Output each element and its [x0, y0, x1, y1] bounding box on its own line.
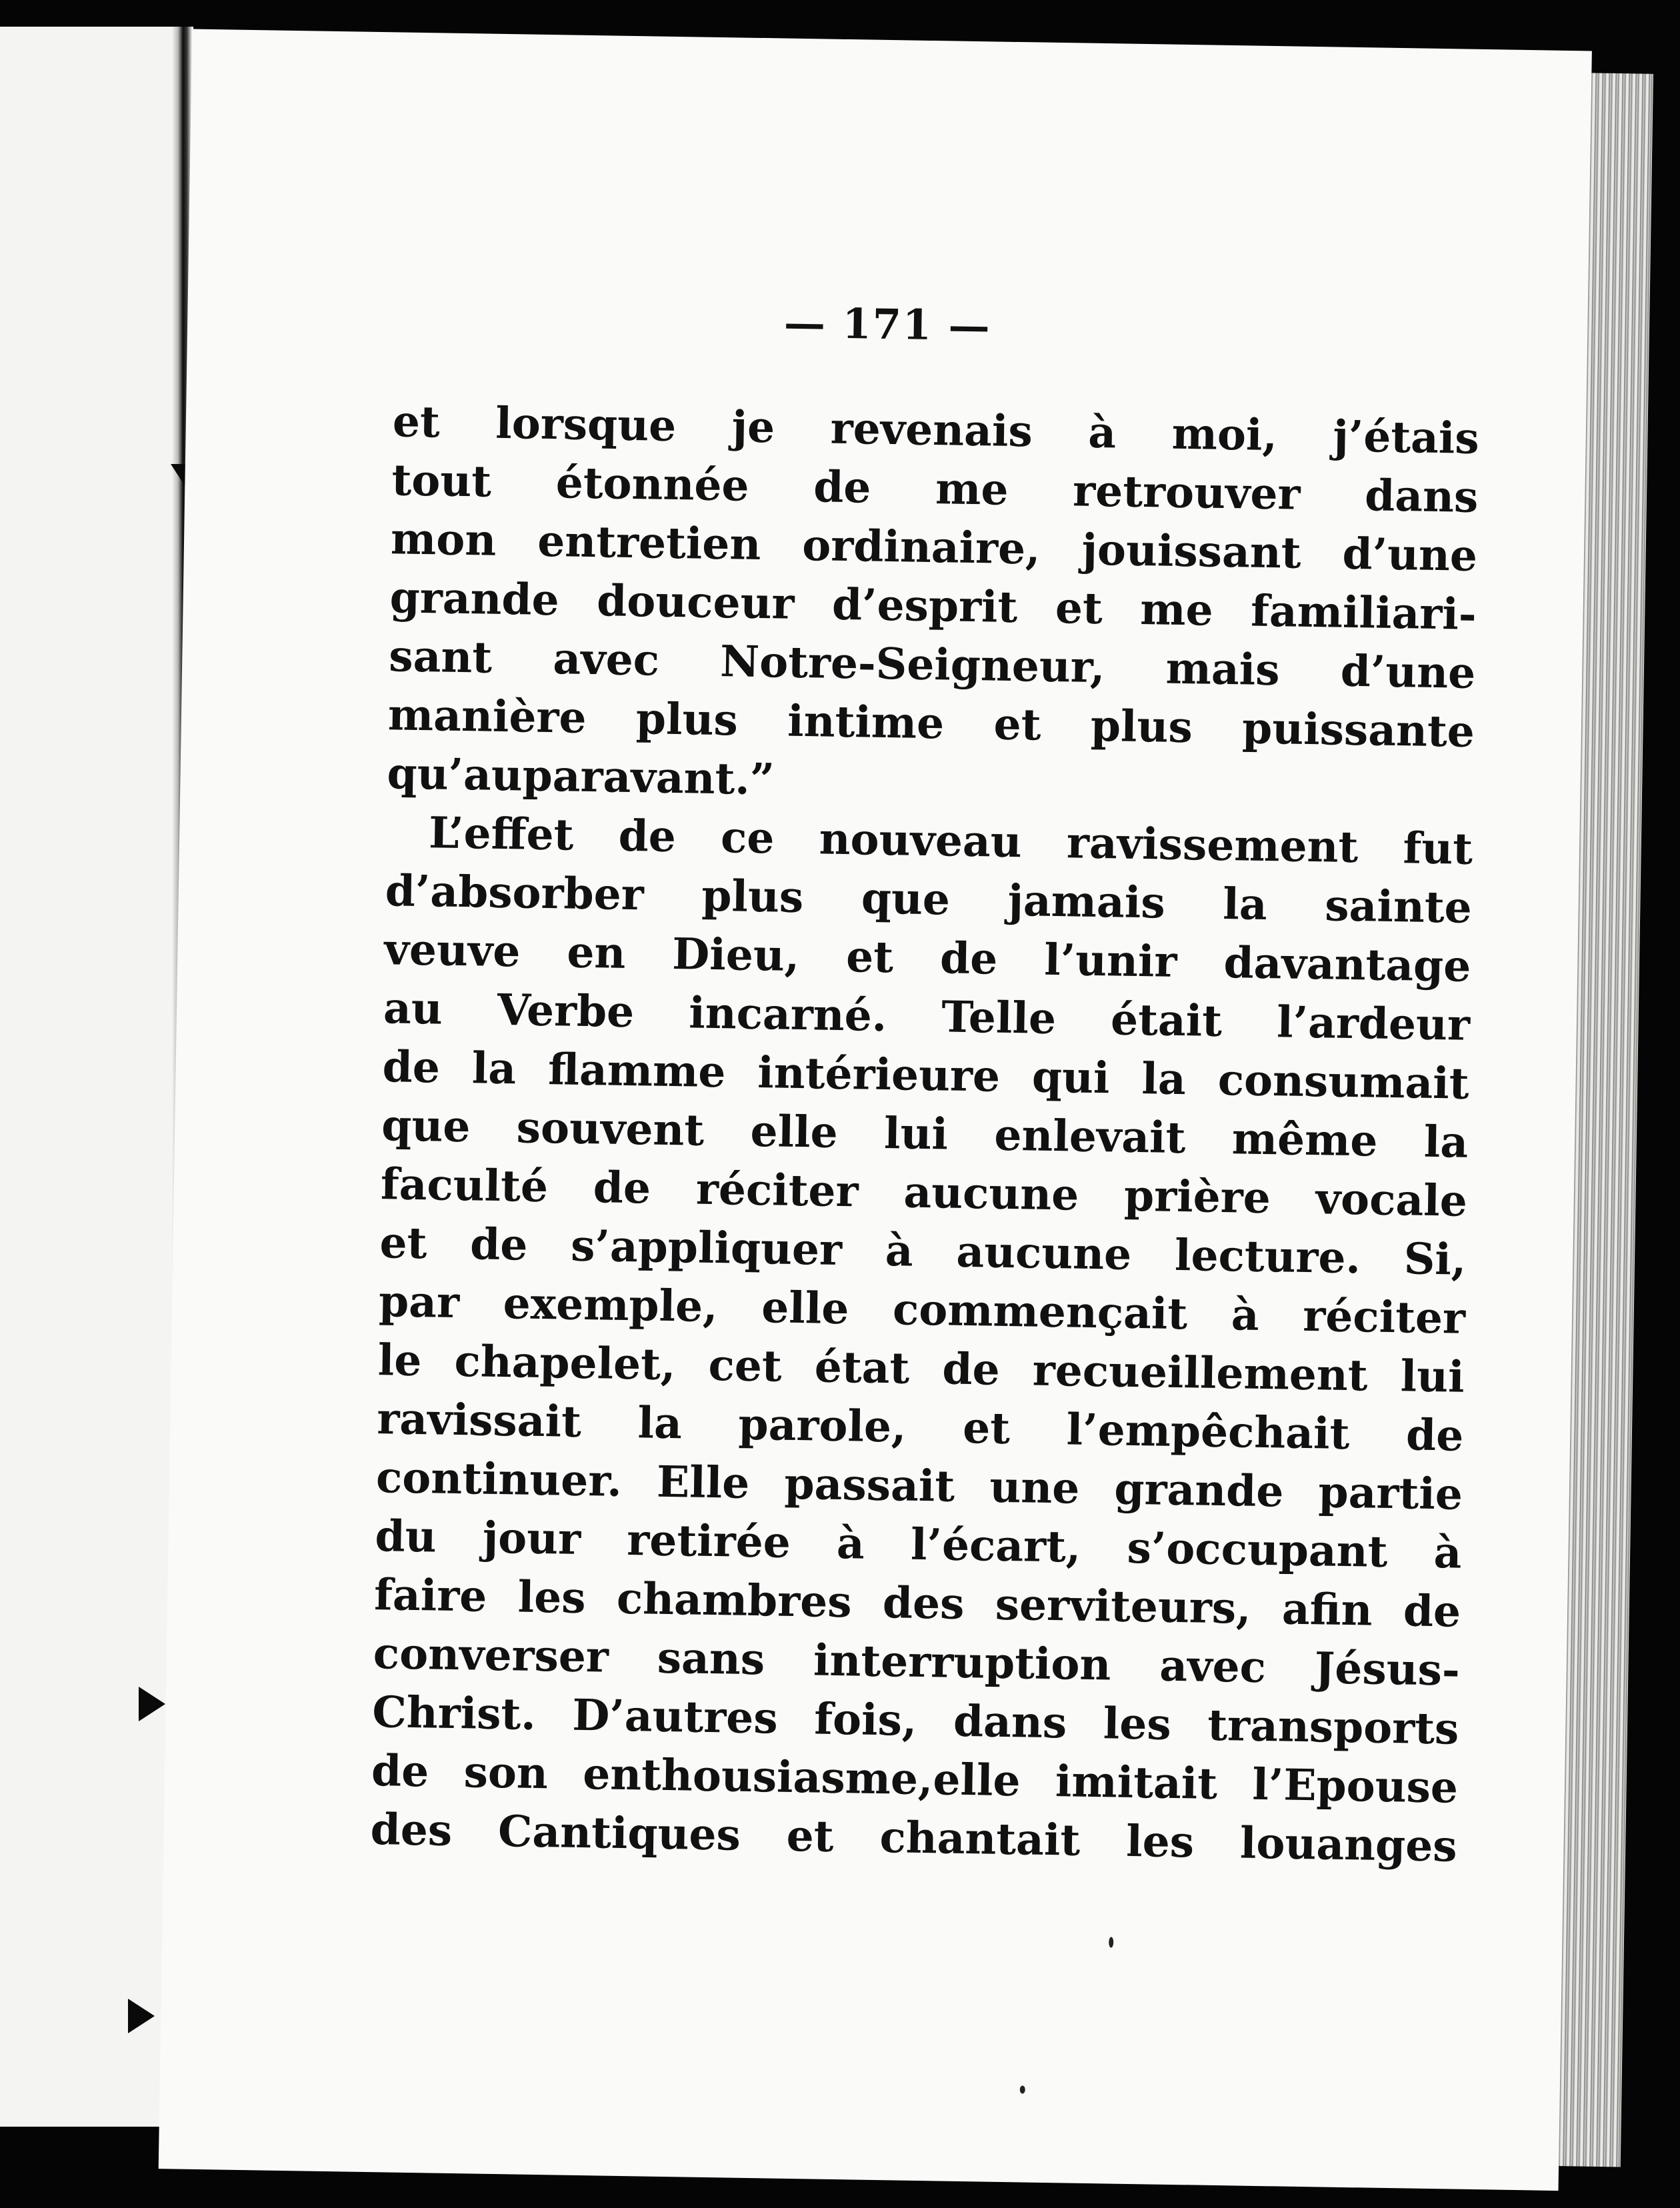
- ink-speck: [1020, 2085, 1025, 2093]
- text-line: au Verbe incarné. Telle était l’ardeur: [383, 983, 1471, 1051]
- text-line: le chapelet, cet état de recueillement lui: [377, 1335, 1465, 1403]
- book-page: [159, 29, 1592, 2191]
- text-line: sant avec Notre-Seigneur, mais d’une: [388, 631, 1476, 699]
- text-line: et lorsque je revenais à moi, j’étais: [392, 396, 1480, 464]
- text-line: grande douceur d’esprit et me familiari-: [389, 572, 1477, 640]
- text-line: que souvent elle lui enlevait même la: [381, 1100, 1469, 1168]
- text-line: et de s’appliquer à aucune lecture. Si,: [379, 1217, 1467, 1285]
- gutter-mark-middle: [139, 1687, 165, 1721]
- text-line: tout étonnée de me retrouver dans: [391, 455, 1479, 523]
- text-line: des Cantiques et chantait les louanges: [370, 1804, 1458, 1872]
- text-line: ravissait la parole, et l’empêchait de: [376, 1393, 1464, 1461]
- text-line: veuve en Dieu, et de l’unir davantage: [383, 924, 1471, 992]
- text-line: Christ. D’autres fois, dans les transports: [371, 1687, 1459, 1755]
- text-line: faire les chambres des serviteurs, afin de: [373, 1569, 1461, 1637]
- text-line: d’absorber plus que jamais la sainte: [385, 865, 1473, 933]
- text-line: du jour retirée à l’écart, s’occupant à: [375, 1511, 1463, 1579]
- text-line: qu’auparavant.”: [387, 748, 775, 805]
- text-line: mon entretien ordinaire, jouissant d’une: [390, 513, 1478, 581]
- page-number: — 171 —: [783, 298, 992, 351]
- text-line: faculté de réciter aucune prière vocale: [380, 1159, 1468, 1227]
- page-body-text: [370, 392, 1479, 1875]
- text-line: converser sans interruption avec Jésus-: [373, 1628, 1461, 1696]
- gutter-mark-bottom: [128, 1999, 155, 2033]
- text-line: L’effet de ce nouveau ravissement fut: [428, 807, 1473, 875]
- text-line: de la flamme intérieure qui la consumait: [382, 1041, 1470, 1109]
- ink-speck: [1109, 1937, 1113, 1947]
- text-line: continuer. Elle passait une grande partie: [375, 1452, 1463, 1520]
- text-line: manière plus intime et plus puissante: [387, 689, 1475, 757]
- text-line: par exemple, elle commençait à réciter: [378, 1276, 1466, 1344]
- text-line: de son enthousiasme,elle imitait l’Epouse: [371, 1745, 1459, 1813]
